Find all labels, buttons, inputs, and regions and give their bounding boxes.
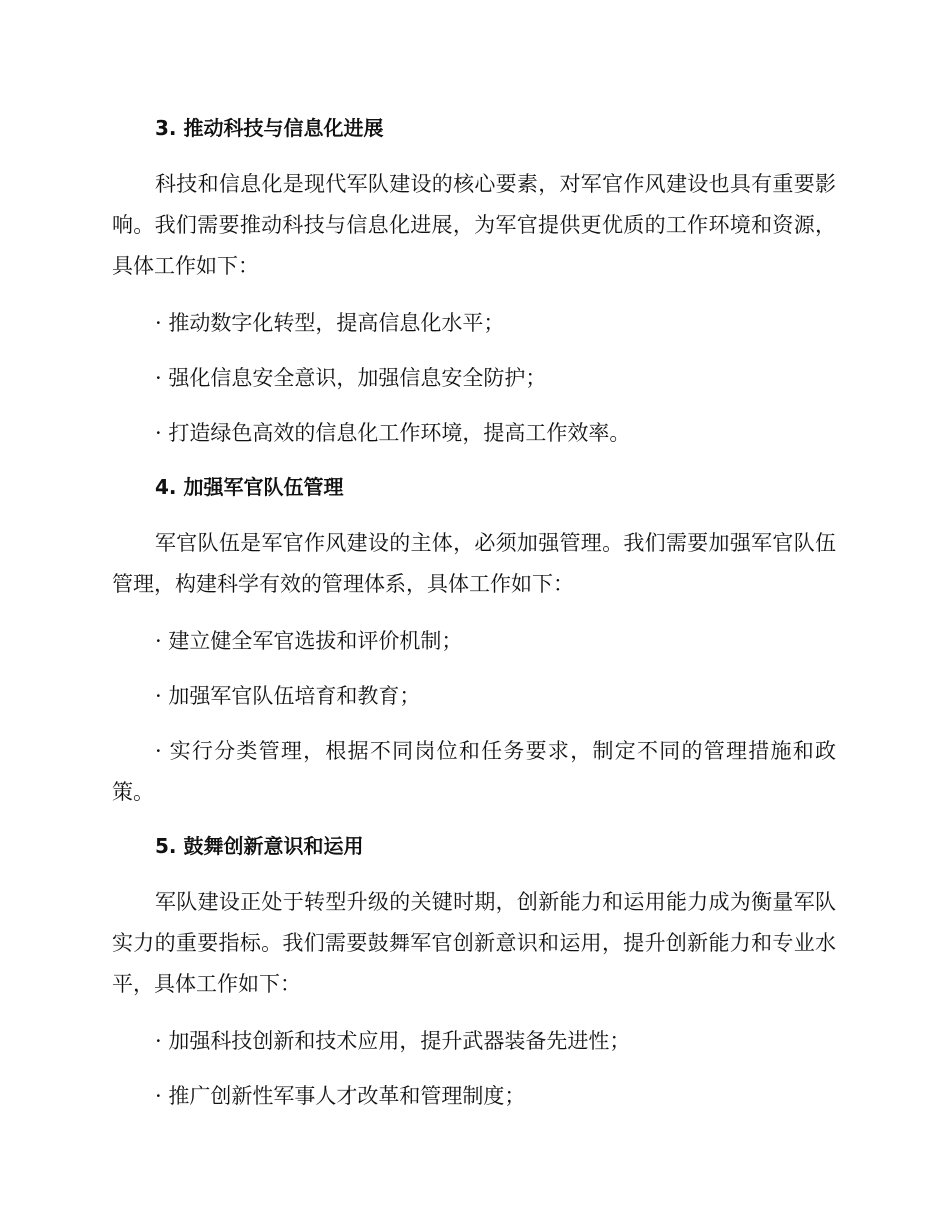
section-heading: 5. 鼓舞创新意识和运用 [155, 834, 364, 858]
bullet-item: · 推广创新性军事人才改革和管理制度； [155, 1084, 526, 1108]
bullet-item: · 实行分类管理，根据不同岗位和任务要求，制定不同的管理措施和政策。 [112, 739, 836, 804]
bullet-item: · 加强军官队伍培育和教育； [155, 684, 421, 708]
document-body [112, 109, 836, 1131]
section-heading: 3. 推动科技与信息化进展 [155, 116, 384, 140]
section-3 [112, 109, 836, 454]
section-paragraph: 科技和信息化是现代军队建设的核心要素，对军官作风建设也具有重要影响。我们需要推动科技与信息化进展，为军官提供更优质的工作环境和资源，具体工作如下： [112, 172, 836, 278]
section-4 [112, 468, 836, 813]
bullet-item: · 加强科技创新和技术应用，提升武器装备先进性； [155, 1029, 631, 1053]
section-paragraph: 军队建设正处于转型升级的关键时期，创新能力和运用能力成为衡量军队实力的重要指标。我们需要鼓舞军官创新意识和运用，提升创新能力和专业水平，具体工作如下： [112, 890, 836, 996]
section-heading: 4. 加强军官队伍管理 [155, 475, 344, 499]
bullet-item: · 推动数字化转型，提高信息化水平； [155, 311, 505, 335]
section-5 [112, 827, 836, 1117]
bullet-item: · 建立健全军官选拔和评价机制； [155, 629, 463, 653]
section-paragraph: 军官队伍是军官作风建设的主体，必须加强管理。我们需要加强军官队伍管理，构建科学有效的管理体系，具体工作如下： [112, 531, 836, 596]
bullet-item: · 强化信息安全意识，加强信息安全防护； [155, 366, 547, 390]
bullet-item: · 打造绿色高效的信息化工作环境，提高工作效率。 [155, 421, 631, 445]
